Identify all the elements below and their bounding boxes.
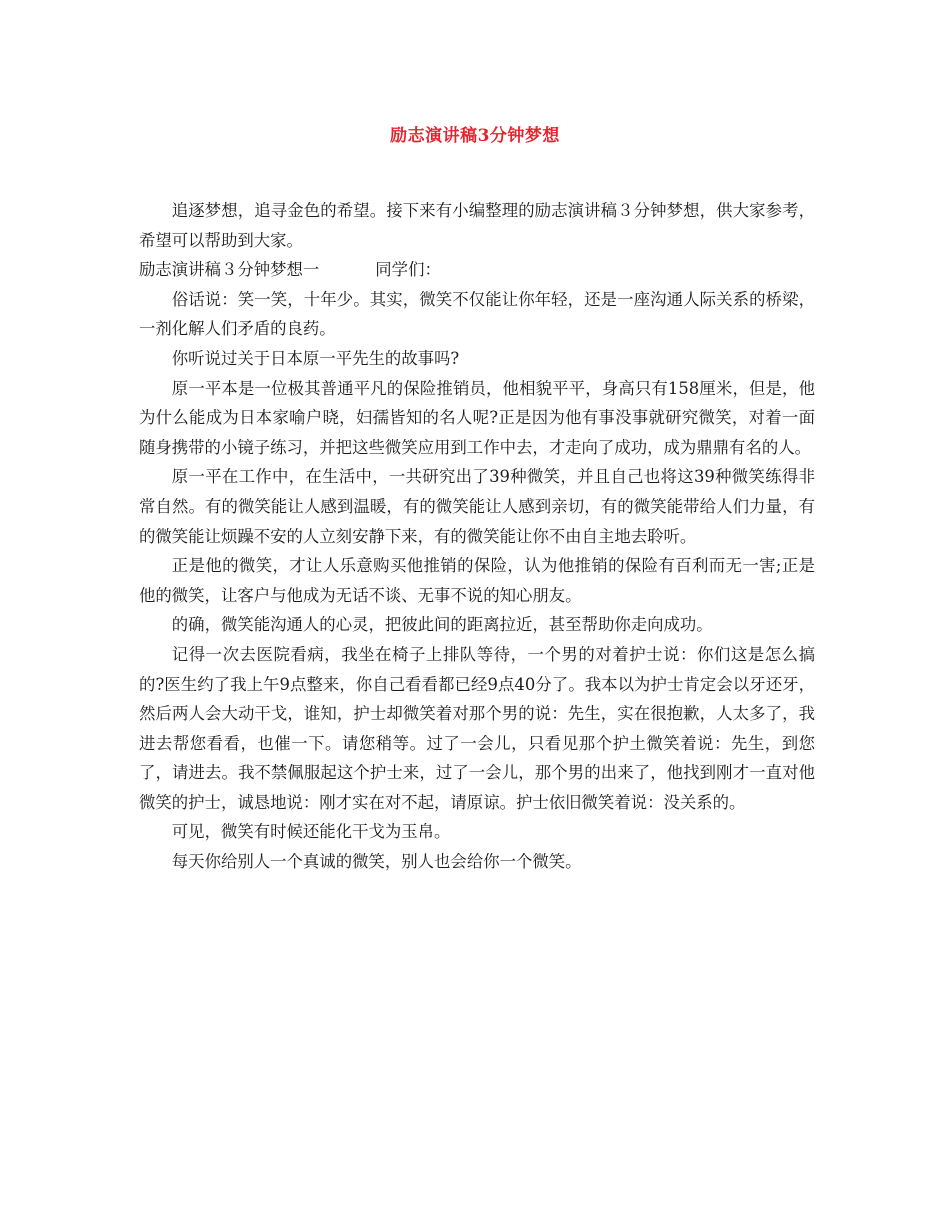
intro-paragraph: 追逐梦想，追寻金色的希望。接下来有小编整理的励志演讲稿３分钟梦想，供大家参考，希望可以帮助到大家。 — [139, 201, 815, 250]
document-title: 励志演讲稿3分钟梦想 — [390, 126, 560, 146]
body-paragraph: 原一平本是一位极其普通平凡的保险推销员，他相貌平平，身高只有158厘米，但是，他为什么能成为日本家喻户晓，妇孺皆知的名人呢?正是因为他有事没事就研究微笑，对着一面随身携带的小镜子练习，并把这些微笑应用到工作中去，才走向了成功，成为鼎鼎有名的人。 — [139, 378, 815, 457]
section-heading-line — [139, 255, 815, 285]
body-paragraph: 你听说过关于日本原一平先生的故事吗? — [171, 348, 460, 368]
body-paragraph: 俗话说：笑一笑，十年少。其实，微笑不仅能让你年轻，还是一座沟通人际关系的桥梁，一剂化解人们矛盾的良药。 — [139, 289, 815, 339]
body-paragraph: 每天你给别人一个真诚的微笑，别人也会给你一个微笑。 — [171, 852, 582, 872]
document-body — [139, 196, 815, 877]
section-heading: 励志演讲稿３分钟梦想一 — [139, 260, 320, 280]
body-paragraph: 记得一次去医院看病，我坐在椅子上排队等待，一个男的对着护士说：你们这是怎么搞的?医生约了我上午9点整来，你自己看看都已经9点40分了。我本以为护士肯定会以牙还牙，然后两人会大动干戈，谁知，护士却微笑着对那个男的说：先生，实在很抱歉，人太多了，我进去帮您看看，也催一下。请您稍等。过了一会儿，只看见那个护土微笑着说：先生，到您了，请进去。我不禁佩服起这个护士来，过了一会儿，那个男的出来了，他找到刚才一直对他微笑的护士，诚恳地说：刚才实在对不起，请原谅。护士依旧微笑着说：没关系的。 — [139, 644, 815, 812]
body-paragraph: 可见，微笑有时候还能化干戈为玉帛。 — [171, 822, 451, 842]
greeting: 同学们： — [375, 260, 441, 280]
body-paragraph: 正是他的微笑，才让人乐意购买他推销的保险，认为他推销的保险有百利而无一害;正是他的微笑，让客户与他成为无话不谈、无事不说的知心朋友。 — [139, 556, 815, 605]
body-paragraph: 的确，微笑能沟通人的心灵，把彼此间的距离拉近，甚至帮助你走向成功。 — [171, 615, 713, 635]
body-paragraph: 原一平在工作中，在生活中，一共研究出了39种微笑，并且自己也将这39种微笑练得非常自然。有的微笑能让人感到温暖，有的微笑能让人感到亲切，有的微笑能带给人们力量，有的微笑能让烦躁不安的人立刻安静下来，有的微笑能让你不由自主地去聆听。 — [139, 467, 815, 546]
